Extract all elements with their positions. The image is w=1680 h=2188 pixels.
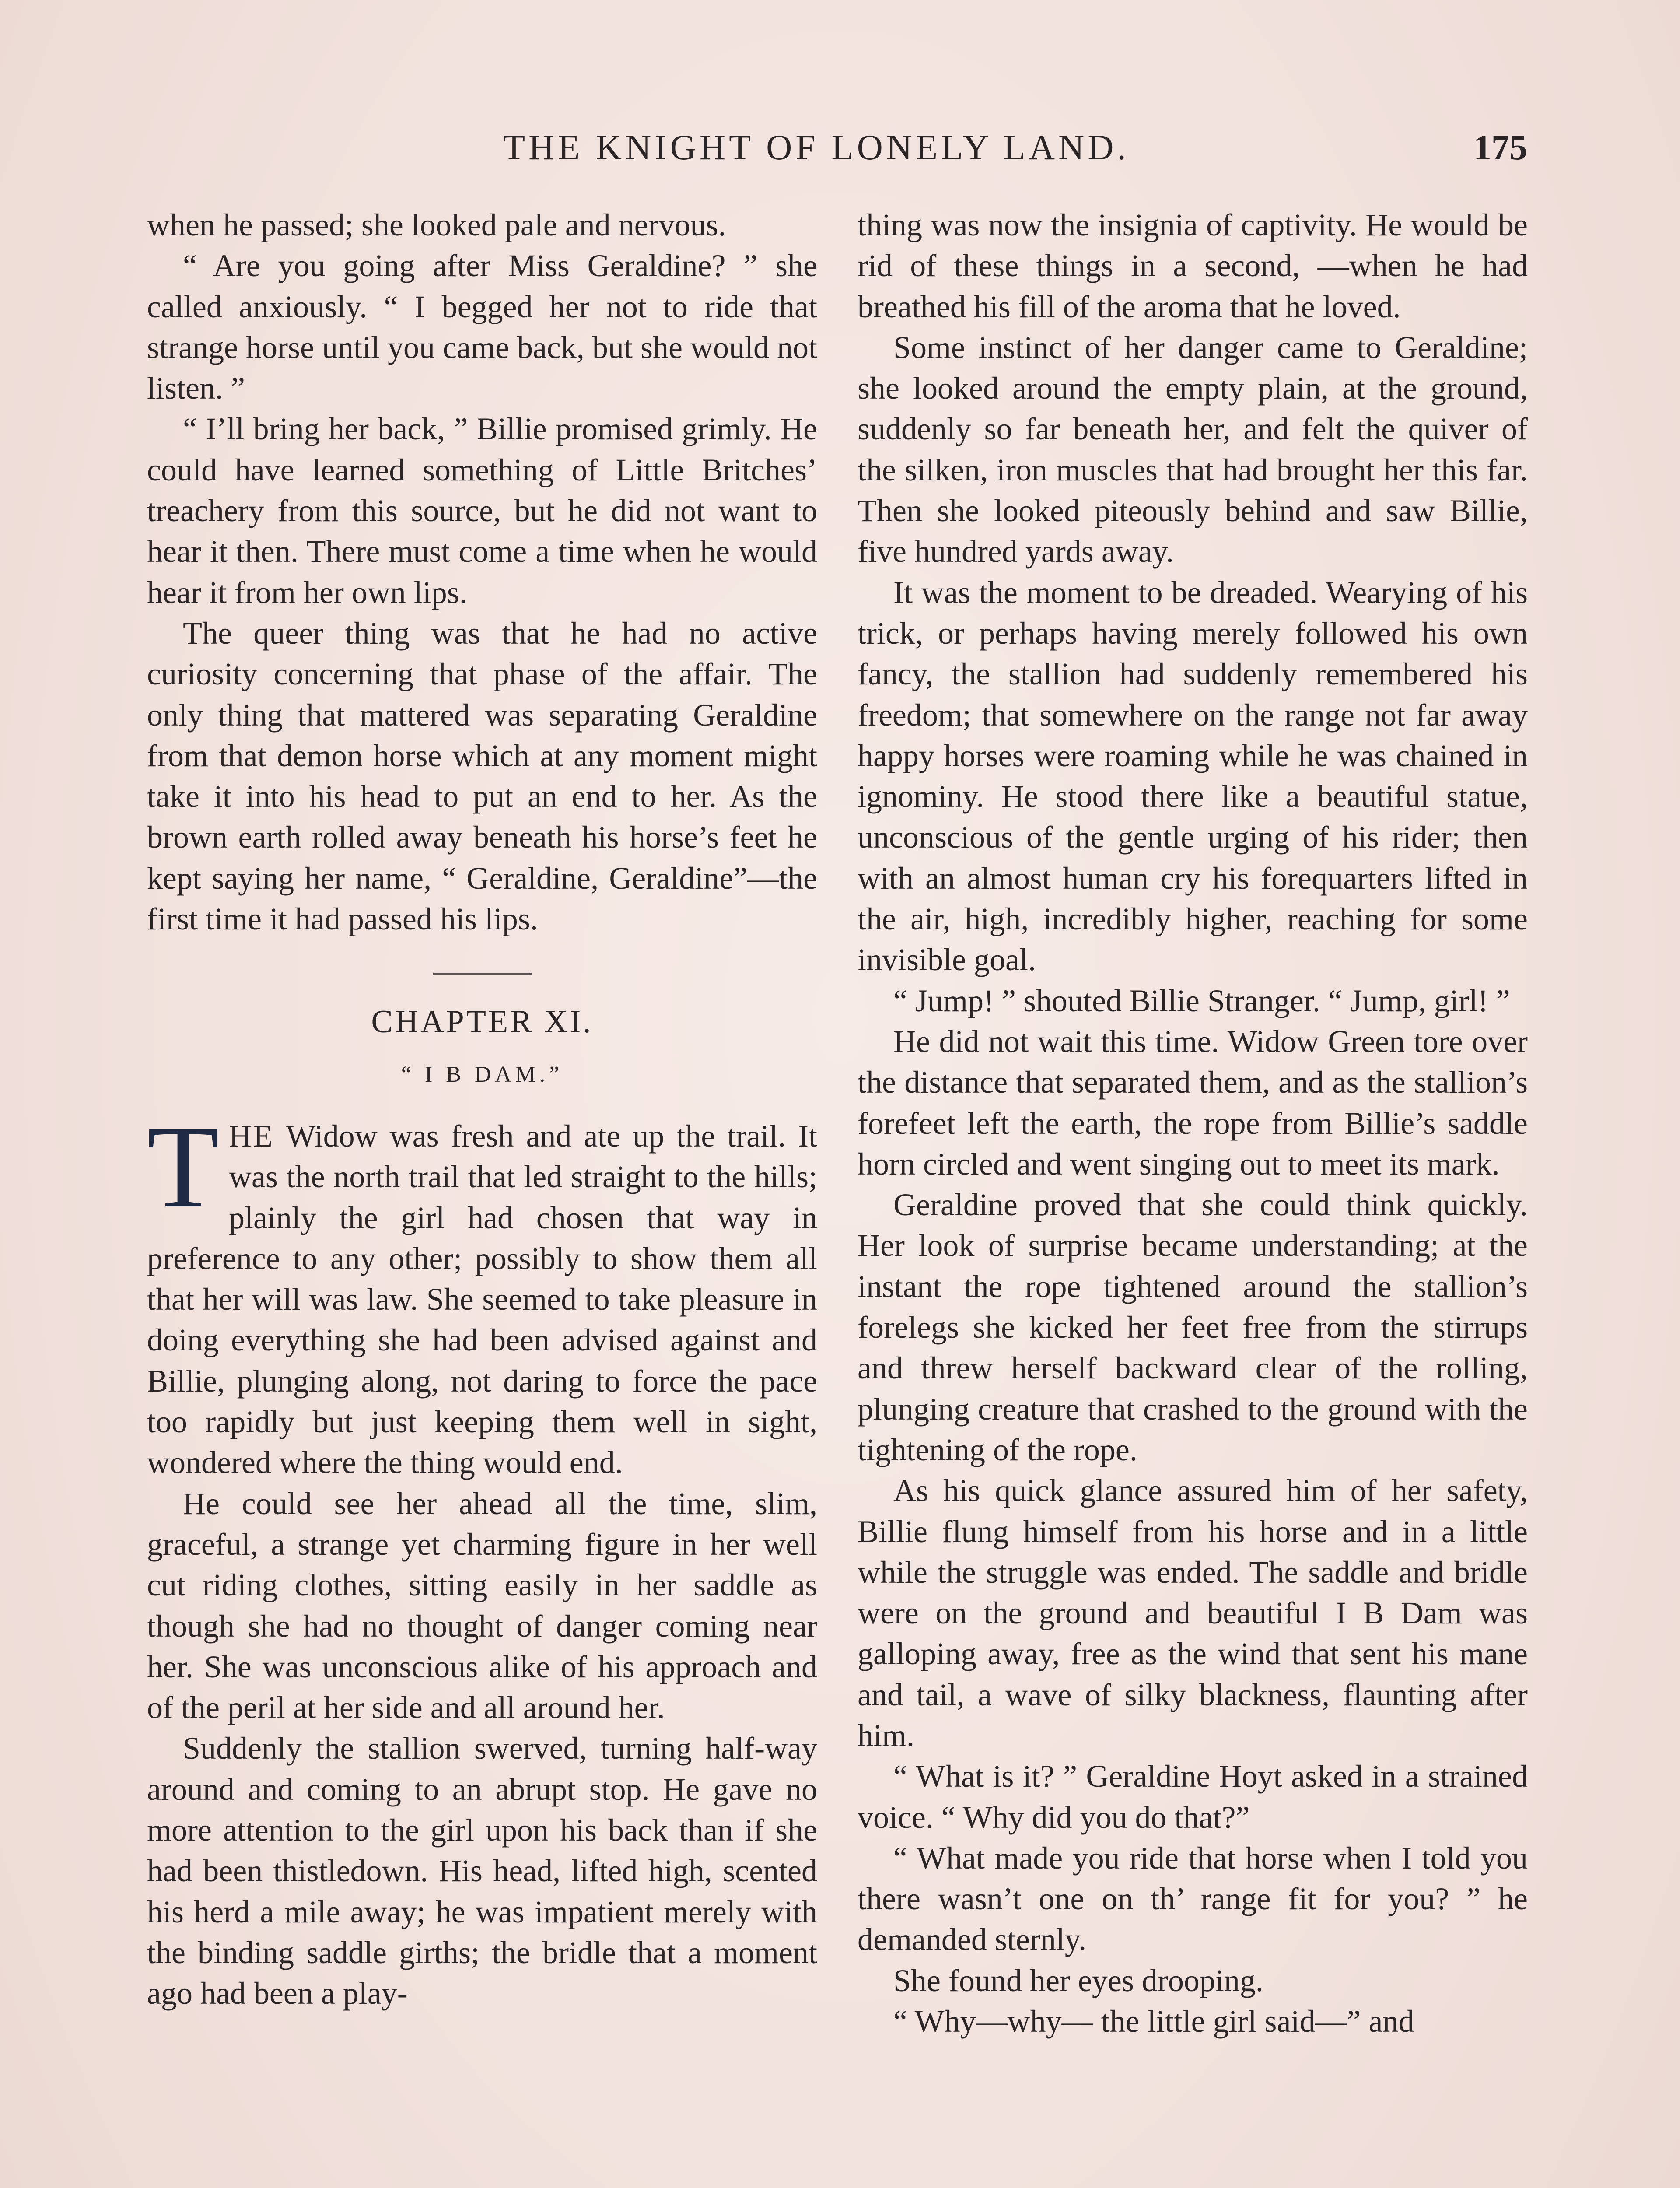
paragraph: “ What made you ride that horse when I told you there wasn’t one on th’ range fit for you? ” he demanded sternly. — [858, 1840, 1528, 1957]
running-head — [0, 127, 1680, 179]
continued-paragraph: thing was now the insignia of captivity. He would be rid of these things in a second, —when he had breathed his fill of the aroma that he loved. — [858, 207, 1528, 324]
paragraph: As his quick glance assured him of her safety, Billie flung himself from his horse and in a little while the struggle was ended. The saddle and bridle were on the ground and beautiful I B Dam was galloping away, free as the wind that sent his mane and tail, a wave of silky blackness, flaunting after him. — [858, 1473, 1528, 1753]
paragraph: when he passed; she looked pale and nervous. — [147, 207, 726, 242]
chapter-heading: CHAPTER XI. — [371, 1004, 593, 1040]
drop-cap: T — [147, 1101, 219, 1232]
paragraph-text: Widow was fresh and ate up the trail. It was the north trail that led straight to the hills; plainly the girl had chosen that way in preference to any other; possibly to show them all that her will was law. She seemed to take pleasure in doing everything she had been advised against and Billie, plunging along, not daring to force the pace too rapidly but just keeping them well in sight, wondered where the thing would end. — [147, 1118, 817, 1480]
paragraph: “ Jump! ” shouted Billie Stranger. “ Jump, girl! ” — [893, 983, 1510, 1018]
page-number: 175 — [1474, 127, 1527, 167]
paragraph: The queer thing was that he had no active curiosity concerning that phase of the affair. The only thing that mattered was separating Geraldine from that demon horse which at any moment might take it into his head to put an end to her. As the brown earth rolled away beneath his horse’s feet he kept saying her name, “ Geraldine, Geraldine”—the first time it had passed his lips. — [147, 615, 817, 937]
paragraph: Suddenly the stallion swerved, turning half-way around and coming to an abrupt stop. He gave no more attention to the girl upon his back than if she had been thistledown. His head, lifted high, scented his herd a mile away; he was impatient merely with the binding saddle girths; the bridle that a moment ago had been a play- — [147, 1731, 817, 2011]
paragraph: She found her eyes drooping. — [893, 1963, 1264, 1998]
chapter-subtitle: “ I B DAM.” — [401, 1062, 564, 1087]
running-title: THE KNIGHT OF LONELY LAND. — [503, 127, 1130, 167]
section-divider — [433, 973, 532, 975]
left-column — [147, 205, 817, 2014]
first-word-rest: HE — [228, 1118, 274, 1154]
paragraph: “ What is it? ” Geraldine Hoyt asked in a strained voice. “ Why did you do that?” — [858, 1759, 1528, 1835]
paragraph: Geraldine proved that she could think quickly. Her look of surprise became understanding; at the instant the rope tightened around the stallion’s forelegs she kicked her feet free from the stirrups and threw herself backward clear of the rolling, plunging creature that crashed to the ground with the tightening of the rope. — [858, 1187, 1528, 1467]
right-column — [858, 205, 1528, 2042]
paragraph: Some instinct of her danger came to Geraldine; she looked around the empty plain, at the ground, suddenly so far beneath her, and felt the quiver of the silken, iron muscles that had brought her this far. Then she looked piteously behind and saw Billie, five hundred yards away. — [858, 330, 1528, 569]
paragraph: He did not wait this time. Widow Green tore over the distance that separated them, and as the stallion’s forefeet left the earth, the rope from Billie’s saddle horn circled and went singing out to meet its mark. — [858, 1024, 1528, 1182]
paragraph: “ Are you going after Miss Geraldine? ” she called anxiously. “ I begged her not to ride that strange horse until you came back, but she would not listen. ” — [147, 248, 817, 406]
paragraph: It was the moment to be dreaded. Wearying of his trick, or perhaps having merely followed his own fancy, the stallion had suddenly remembered his freedom; that somewhere on the range not far away happy horses were roaming while he was chained in ignominy. He stood there like a beautiful statue, unconscious of the gentle urging of his rider; then with an almost human cry his forequarters lifted in the air, high, incredibly higher, reaching for some invisible goal. — [858, 575, 1528, 978]
chapter-opening-paragraph — [147, 1101, 817, 1483]
paragraph: “ Why—why— the little girl said—” and — [893, 2004, 1414, 2039]
paragraph: He could see her ahead all the time, slim, graceful, a strange yet charming figure in her well cut riding clothes, sitting easily in her saddle as though she had no thought of danger coming near her. She was unconscious alike of his approach and of the peril at her side and all around her. — [147, 1486, 817, 1725]
paragraph: “ I’ll bring her back, ” Billie promised grimly. He could have learned something of Little Britches’ treachery from this source, but he did not want to hear it then. There must come a time when he would hear it from her own lips. — [147, 411, 817, 610]
